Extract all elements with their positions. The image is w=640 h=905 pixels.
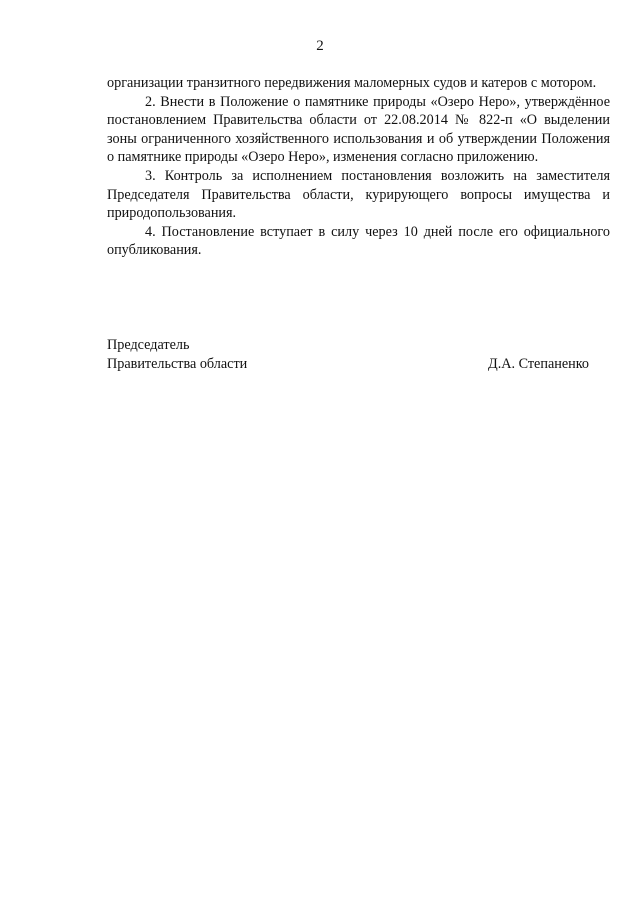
paragraph-item-2: 2. Внести в Положение о памятнике природы «Озеро Неро», утверждённое постановлением Правительства области от 22.08.2014 № 822-п «О выделении зоны ограниченного хозяйственного использования и об утверждении Положения о памятнике природы «Озеро Неро», изменения согласно приложению.: [107, 93, 610, 166]
signature-block: [107, 336, 589, 373]
page-number: 2: [316, 38, 324, 54]
document-body: [107, 74, 610, 260]
signatory-position-line2: Правительства области: [107, 355, 248, 372]
signature-line: [107, 355, 589, 374]
paragraph-item-3: 3. Контроль за исполнением постановления возложить на заместителя Председателя Правительства области, курирующего вопросы имущества и природопользования.: [107, 167, 610, 222]
paragraph-continuation: организации транзитного передвижения маломерных судов и катеров с мотором.: [107, 75, 597, 91]
paragraph-item-4: 4. Постановление вступает в силу через 10 дней после его официального опубликования.: [107, 223, 610, 259]
signatory-name: Д.А. Степаненко: [488, 355, 589, 372]
signatory-position-line1: Председатель: [107, 337, 190, 353]
